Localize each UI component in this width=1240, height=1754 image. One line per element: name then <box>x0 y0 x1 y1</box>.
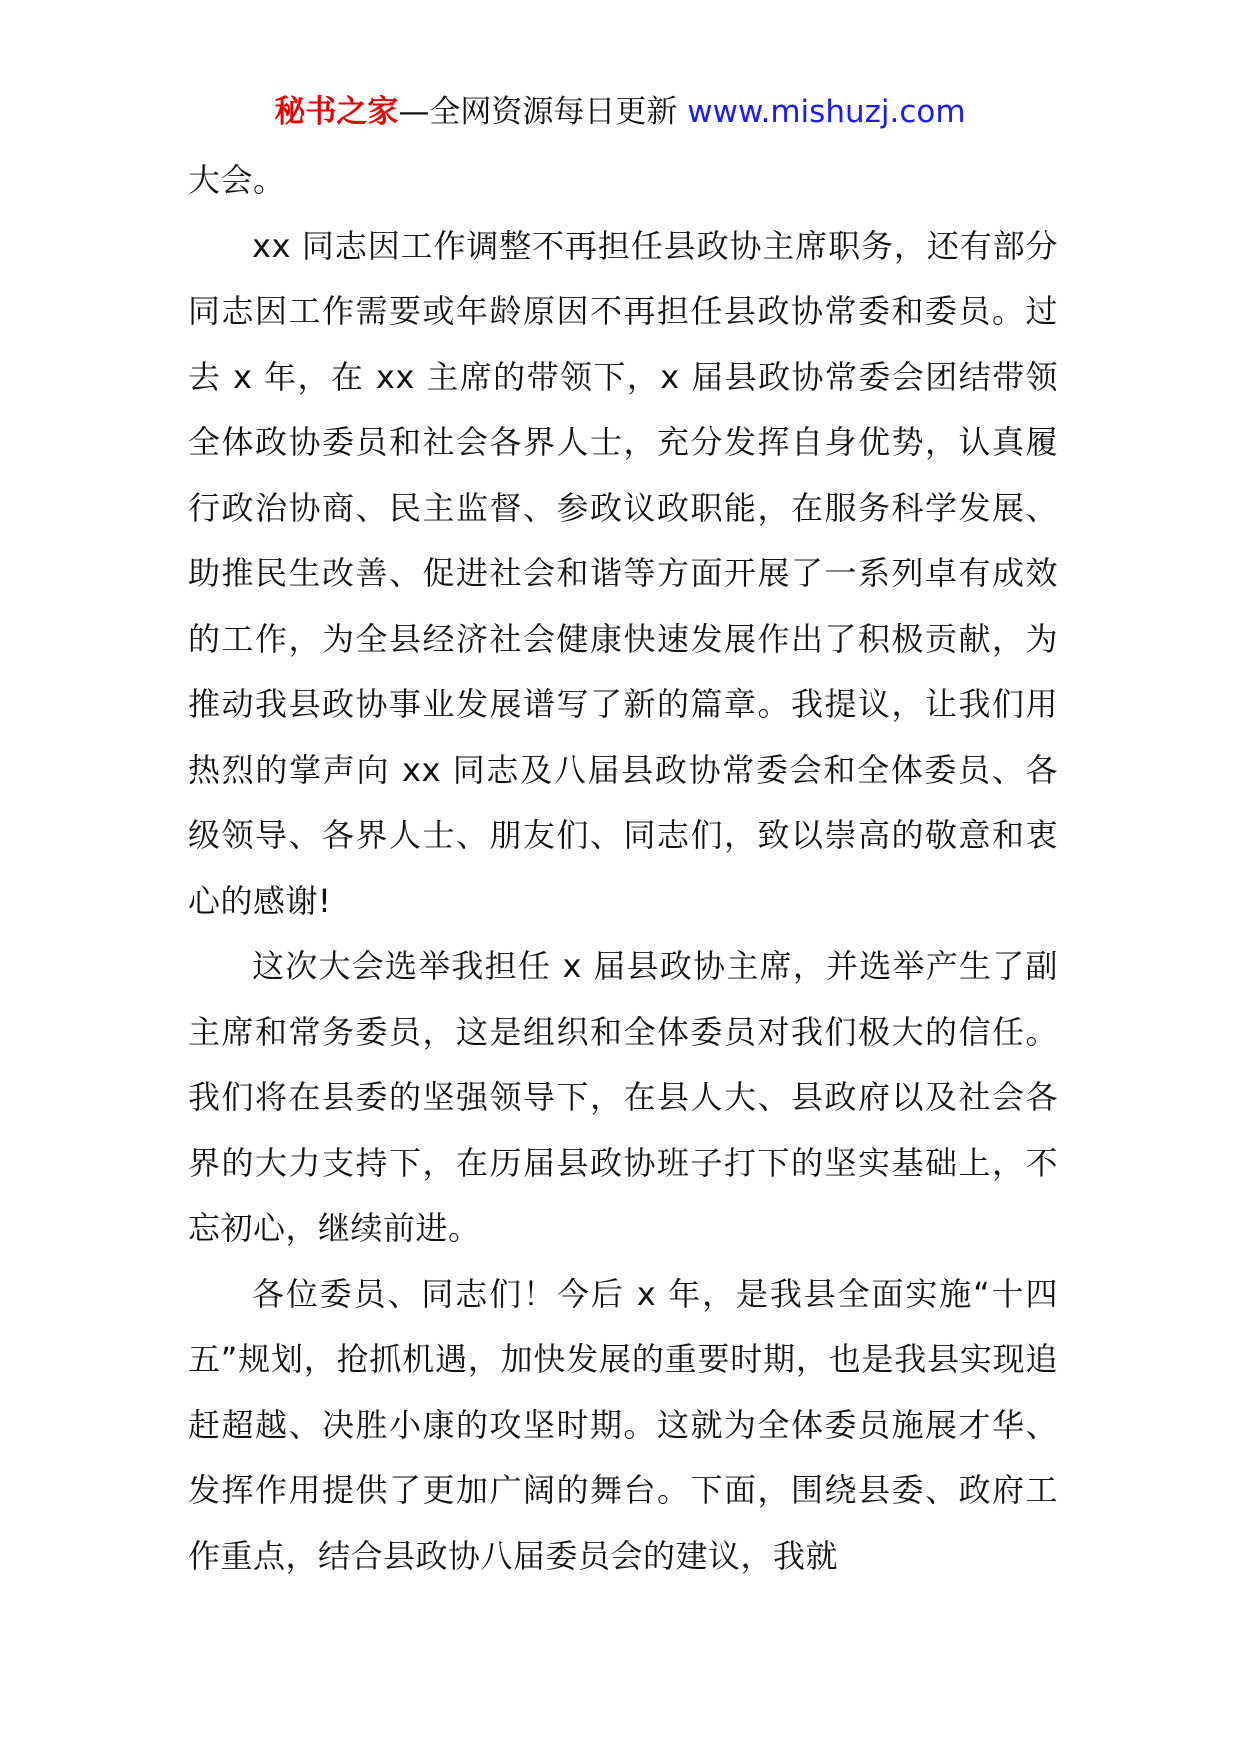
brand-name: 秘书之家 <box>274 94 399 130</box>
paragraph: 这次大会选举我担任 x 届县政协主席，并选举产生了副主席和常务委员，这是组织和全体委员对我们极大的信任。我们将在县委的坚强领导下，在县人大、县政府以及社会各界的大力支持下，在历届县政协班子打下的坚实基础上，不忘初心，继续前进。 <box>188 947 1058 1247</box>
header-tagline: —全网资源每日更新 <box>398 94 678 130</box>
page-header <box>0 92 1240 132</box>
document-body <box>188 148 1058 1589</box>
paragraph: 各位委员、同志们！今后 x 年，是我县全面实施“十四五”规划，抢抓机遇，加快发展的重要时期，也是我县实现追赶超越、决胜小康的攻坚时期。这就为全体委员施展才华、发挥作用提供了更加广阔的舞台。下面，围绕县委、政府工作重点，结合县政协八届委员会的建议，我就 <box>188 1274 1058 1575</box>
paragraph: xx 同志因工作调整不再担任县政协主席职务，还有部分同志因工作需要或年龄原因不再担任县政协常委和委员。过去 x 年，在 xx 主席的带领下，x 届县政协常委会团结带领全体政协委员和社会各界人士，充分发挥自身优势，认真履行政治协商、民主监督、参政议政职能，在服务科学发展、助推民生改善、促进社会和谐等方面开展了一系列卓有成效的工作，为全县经济社会健康快速发展作出了积极贡献，为推动我县政协事业发展谱写了新的篇章。我提议，让我们用热烈的掌声向 xx 同志及八届县政协常委会和全体委员、各级领导、各界人士、朋友们、同志们，致以崇高的敬意和衷心的感谢! <box>188 226 1058 920</box>
paragraph-continuation: 大会。 <box>188 161 286 199</box>
site-url-link[interactable]: www.mishuzj.com <box>687 94 966 130</box>
